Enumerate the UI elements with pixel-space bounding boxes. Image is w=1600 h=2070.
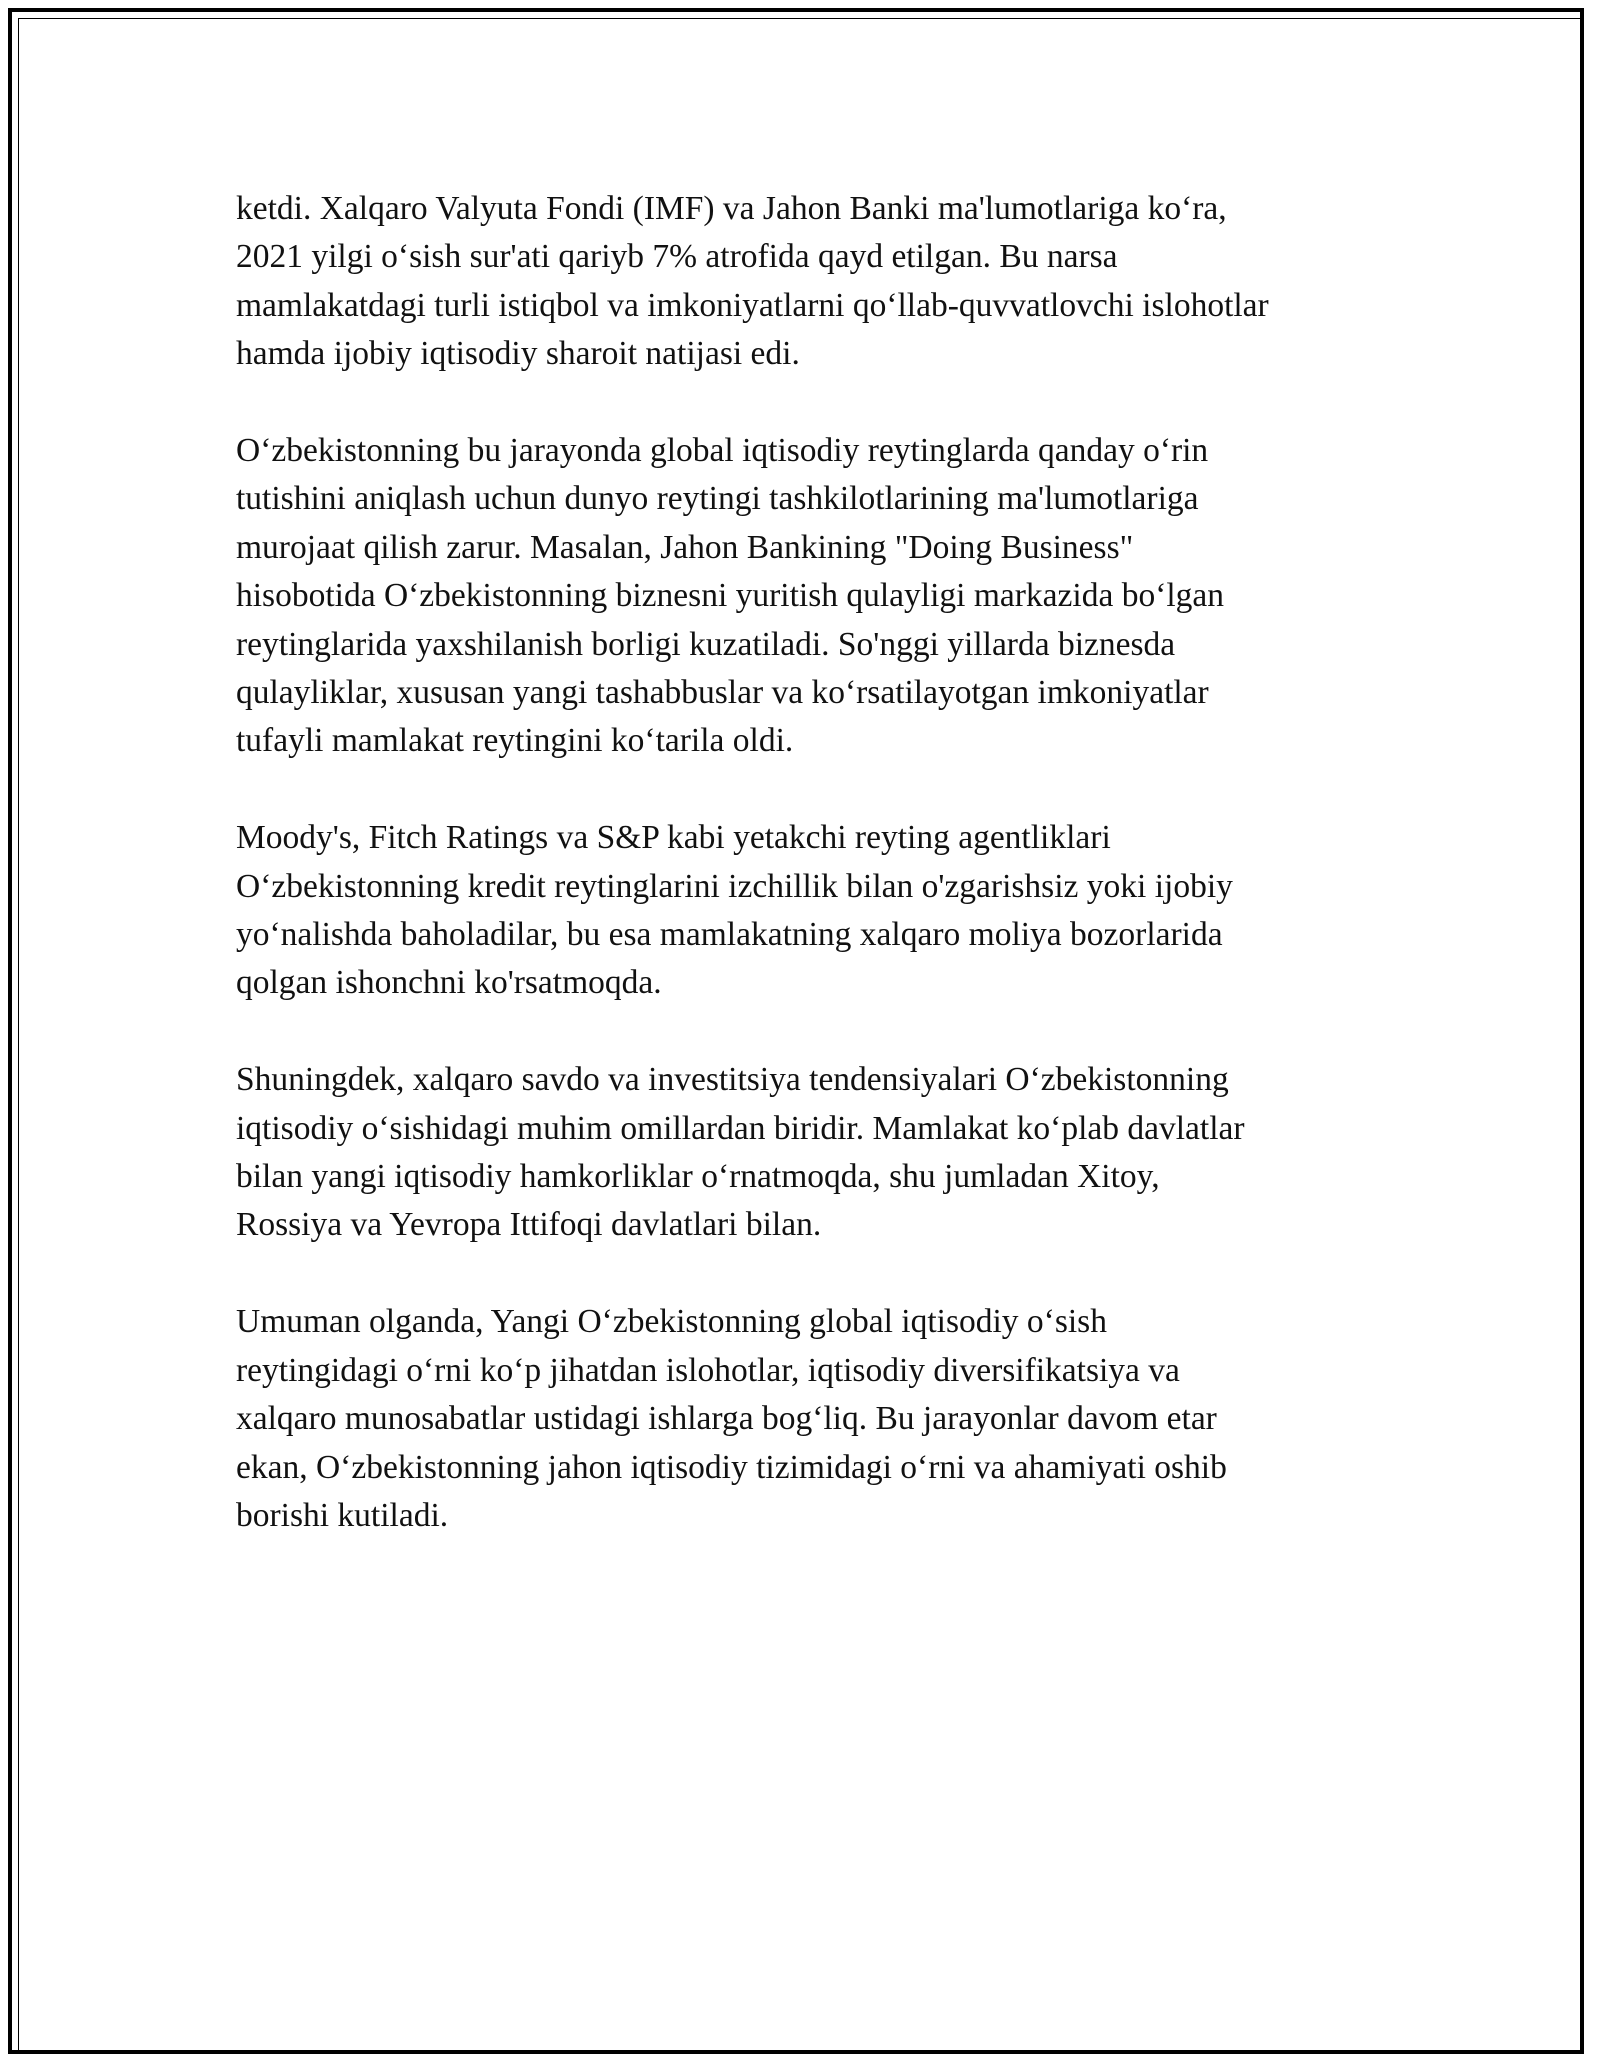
text-line: qolgan ishonchni ko'rsatmoqda. <box>236 964 662 1002</box>
text-line: Oʻzbekistonning bu jarayonda global iqtisodiy reytinglarda qanday oʻrin <box>236 432 1209 470</box>
text-line: tufayli mamlakat reytingini koʻtarila oldi. <box>236 722 794 760</box>
paragraph-1 <box>236 185 1386 379</box>
text-line: xalqaro munosabatlar ustidagi ishlarga bogʻliq. Bu jarayonlar davom etar <box>236 1400 1217 1438</box>
text-line: reytinglarida yaxshilanish borligi kuzatiladi. So'nggi yillarda biznesda <box>236 625 1176 663</box>
text-line: murojaat qilish zarur. Masalan, Jahon Bankining "Doing Business" <box>236 528 1134 566</box>
text-line: reytingidagi oʻrni koʻp jihatdan islohotlar, iqtisodiy diversifikatsiya va <box>236 1351 1180 1389</box>
text-line: hisobotida Oʻzbekistonning biznesni yuritish qulayligi markazida boʻlgan <box>236 577 1225 615</box>
text-line: borishi kutiladi. <box>236 1496 449 1534</box>
text-line: yoʻnalishda baholadilar, bu esa mamlakatning xalqaro moliya bozorlarida <box>236 916 1223 954</box>
text-line: 2021 yilgi oʻsish sur'ati qariyb 7% atrofida qayd etilgan. Bu narsa <box>236 238 1118 276</box>
text-line: iqtisodiy oʻsishidagi muhim omillardan biridir. Mamlakat koʻplab davlatlar <box>236 1109 1245 1147</box>
text-line: Umuman olganda, Yangi Oʻzbekistonning global iqtisodiy oʻsish <box>236 1303 1107 1341</box>
text-line: ketdi. Xalqaro Valyuta Fondi (IMF) va Jahon Banki ma'lumotlariga koʻra, <box>236 190 1227 227</box>
text-line: tutishini aniqlash uchun dunyo reytingi tashkilotlarining ma'lumotlariga <box>236 480 1199 518</box>
text-line: Shuningdek, xalqaro savdo va investitsiya tendensiyalari Oʻzbekistonning <box>236 1061 1229 1099</box>
text-line: mamlakatdagi turli istiqbol va imkoniyatlarni qoʻllab-quvvatlovchi islohotlar <box>236 286 1269 324</box>
text-line: Rossiya va Yevropa Ittifoqi davlatlari bilan. <box>236 1206 822 1244</box>
text-line: ekan, Oʻzbekistonning jahon iqtisodiy tizimidagi oʻrni va ahamiyati oshib <box>236 1448 1227 1486</box>
text-line: bilan yangi iqtisodiy hamkorliklar oʻrnatmoqda, shu jumladan Xitoy, <box>236 1158 1160 1196</box>
text-line: hamda ijobiy iqtisodiy sharoit natijasi edi. <box>236 335 800 373</box>
text-line: Moody's, Fitch Ratings va S&P kabi yetakchi reyting agentliklari <box>236 819 1111 857</box>
paragraph-5 <box>236 1298 1386 1540</box>
text-line: Oʻzbekistonning kredit reytinglarini izchillik bilan o'zgarishsiz yoki ijobiy <box>236 867 1233 905</box>
paragraph-3 <box>236 814 1386 1008</box>
text-line: qulayliklar, xususan yangi tashabbuslar va koʻrsatilayotgan imkoniyatlar <box>236 674 1209 712</box>
paragraph-2 <box>236 427 1386 766</box>
document-body <box>236 185 1386 1589</box>
paragraph-4 <box>236 1056 1386 1250</box>
